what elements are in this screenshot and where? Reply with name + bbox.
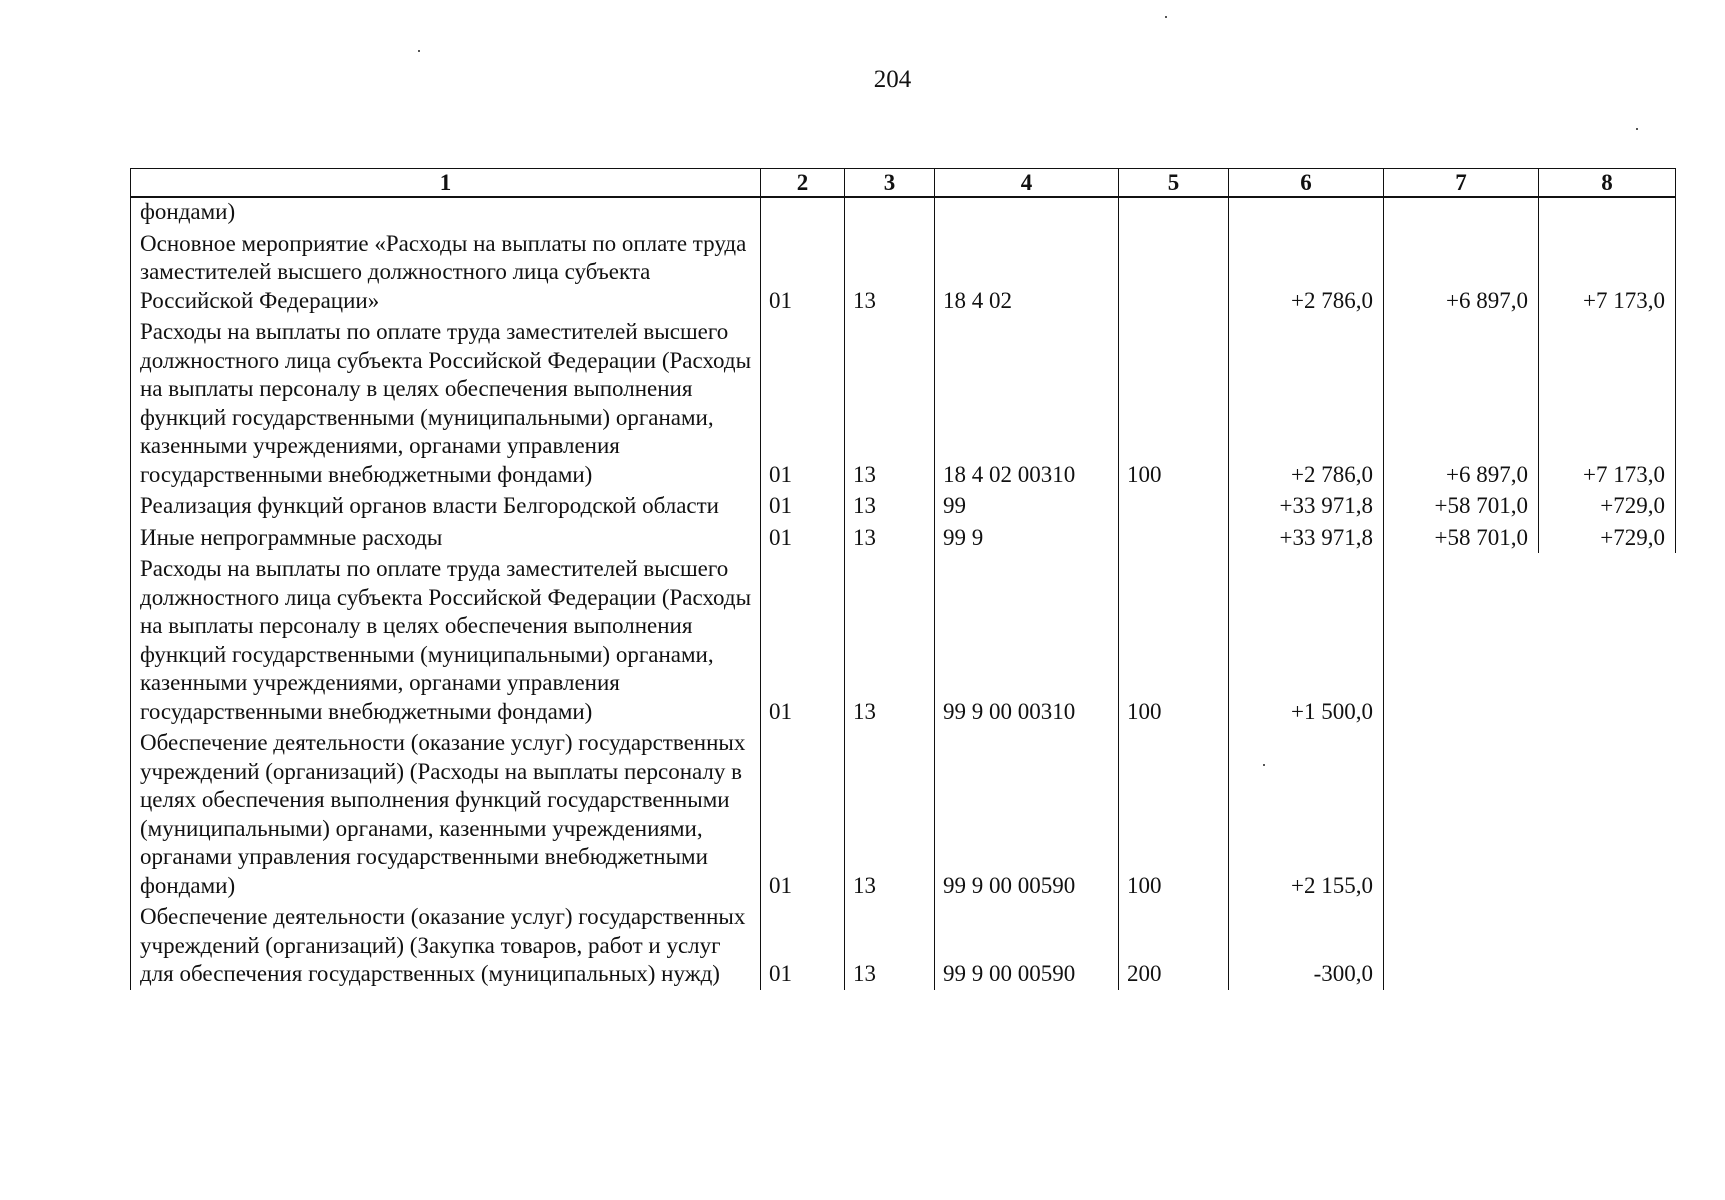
expense-type-code <box>1119 228 1229 317</box>
page-number: 204 <box>873 66 912 93</box>
scan-speck <box>1636 128 1638 130</box>
subsection-code: 13 <box>845 490 935 522</box>
subsection-code: 13 <box>845 522 935 554</box>
amount-year1: -300,0 <box>1229 901 1384 990</box>
section-code: 01 <box>761 727 845 901</box>
amount-year3: +729,0 <box>1539 522 1676 554</box>
table-row <box>131 727 1676 901</box>
amount-year1: +2 155,0 <box>1229 727 1384 901</box>
table-row <box>131 316 1676 490</box>
amount-year1: +1 500,0 <box>1229 553 1384 727</box>
amount-year3 <box>1539 197 1676 228</box>
amount-year1: +2 786,0 <box>1229 316 1384 490</box>
section-code: 01 <box>761 316 845 490</box>
column-header: 8 <box>1539 169 1676 198</box>
budget-table-container <box>130 168 1675 990</box>
expense-type-code <box>1119 490 1229 522</box>
expense-type-code <box>1119 522 1229 554</box>
expense-type-code: 200 <box>1119 901 1229 990</box>
table-row <box>131 490 1676 522</box>
amount-year2 <box>1384 553 1539 727</box>
amount-year1: +33 971,8 <box>1229 522 1384 554</box>
table-row <box>131 197 1676 228</box>
target-code: 18 4 02 00310 <box>935 316 1119 490</box>
amount-year3: +729,0 <box>1539 490 1676 522</box>
expense-type-code <box>1119 197 1229 228</box>
expense-type-code: 100 <box>1119 553 1229 727</box>
section-code: 01 <box>761 522 845 554</box>
table-row <box>131 553 1676 727</box>
subsection-code: 13 <box>845 901 935 990</box>
section-code <box>761 197 845 228</box>
row-name: фондами) <box>131 197 761 228</box>
amount-year3 <box>1539 553 1676 727</box>
column-header: 5 <box>1119 169 1229 198</box>
header-row <box>131 169 1676 198</box>
amount-year2 <box>1384 901 1539 990</box>
amount-year3 <box>1539 901 1676 990</box>
target-code: 99 9 00 00590 <box>935 901 1119 990</box>
target-code: 18 4 02 <box>935 228 1119 317</box>
column-header: 6 <box>1229 169 1384 198</box>
table-row <box>131 901 1676 990</box>
column-header: 1 <box>131 169 761 198</box>
target-code <box>935 197 1119 228</box>
amount-year2: +6 897,0 <box>1384 228 1539 317</box>
amount-year2 <box>1384 727 1539 901</box>
amount-year2 <box>1384 197 1539 228</box>
row-name: Реализация функций органов власти Белгородской области <box>131 490 761 522</box>
row-name: Обеспечение деятельности (оказание услуг) государственных учреждений (организаций) (Закупка товаров, работ и услуг для обеспечения государственных (муниципальных) нужд) <box>131 901 761 990</box>
section-code: 01 <box>761 490 845 522</box>
amount-year1: +33 971,8 <box>1229 490 1384 522</box>
row-name: Расходы на выплаты по оплате труда заместителей высшего должностного лица субъекта Российской Федерации (Расходы на выплаты персоналу в целях обеспечения выполнения функций государственными (муниципальными) органами, казенными учреждениями, органами управления государственными внебюджетными фондами) <box>131 553 761 727</box>
amount-year2: +6 897,0 <box>1384 316 1539 490</box>
column-header: 7 <box>1384 169 1539 198</box>
target-code: 99 9 <box>935 522 1119 554</box>
column-header: 4 <box>935 169 1119 198</box>
amount-year2: +58 701,0 <box>1384 490 1539 522</box>
target-code: 99 <box>935 490 1119 522</box>
table-row <box>131 228 1676 317</box>
subsection-code <box>845 197 935 228</box>
amount-year3: +7 173,0 <box>1539 228 1676 317</box>
row-name: Расходы на выплаты по оплате труда заместителей высшего должностного лица субъекта Российской Федерации (Расходы на выплаты персоналу в целях обеспечения выполнения функций государственными (муниципальными) органами, казенными учреждениями, органами управления государственными внебюджетными фондами) <box>131 316 761 490</box>
expense-type-code: 100 <box>1119 727 1229 901</box>
amount-year3 <box>1539 727 1676 901</box>
amount-year1: +2 786,0 <box>1229 228 1384 317</box>
amount-year2: +58 701,0 <box>1384 522 1539 554</box>
target-code: 99 9 00 00590 <box>935 727 1119 901</box>
subsection-code: 13 <box>845 727 935 901</box>
amount-year3: +7 173,0 <box>1539 316 1676 490</box>
table-row <box>131 522 1676 554</box>
column-header: 2 <box>761 169 845 198</box>
subsection-code: 13 <box>845 228 935 317</box>
column-header: 3 <box>845 169 935 198</box>
budget-table <box>130 168 1676 990</box>
amount-year1 <box>1229 197 1384 228</box>
section-code: 01 <box>761 228 845 317</box>
scan-speck <box>418 50 420 52</box>
expense-type-code: 100 <box>1119 316 1229 490</box>
subsection-code: 13 <box>845 316 935 490</box>
row-name: Иные непрограммные расходы <box>131 522 761 554</box>
section-code: 01 <box>761 553 845 727</box>
subsection-code: 13 <box>845 553 935 727</box>
row-name: Обеспечение деятельности (оказание услуг) государственных учреждений (организаций) (Расходы на выплаты персоналу в целях обеспечения выполнения функций государственными (муниципальными) органами, казенными учреждениями, органами управления государственными внебюджетными фондами) <box>131 727 761 901</box>
section-code: 01 <box>761 901 845 990</box>
target-code: 99 9 00 00310 <box>935 553 1119 727</box>
scan-speck <box>1165 16 1167 18</box>
row-name: Основное мероприятие «Расходы на выплаты по оплате труда заместителей высшего должностного лица субъекта Российской Федерации» <box>131 228 761 317</box>
